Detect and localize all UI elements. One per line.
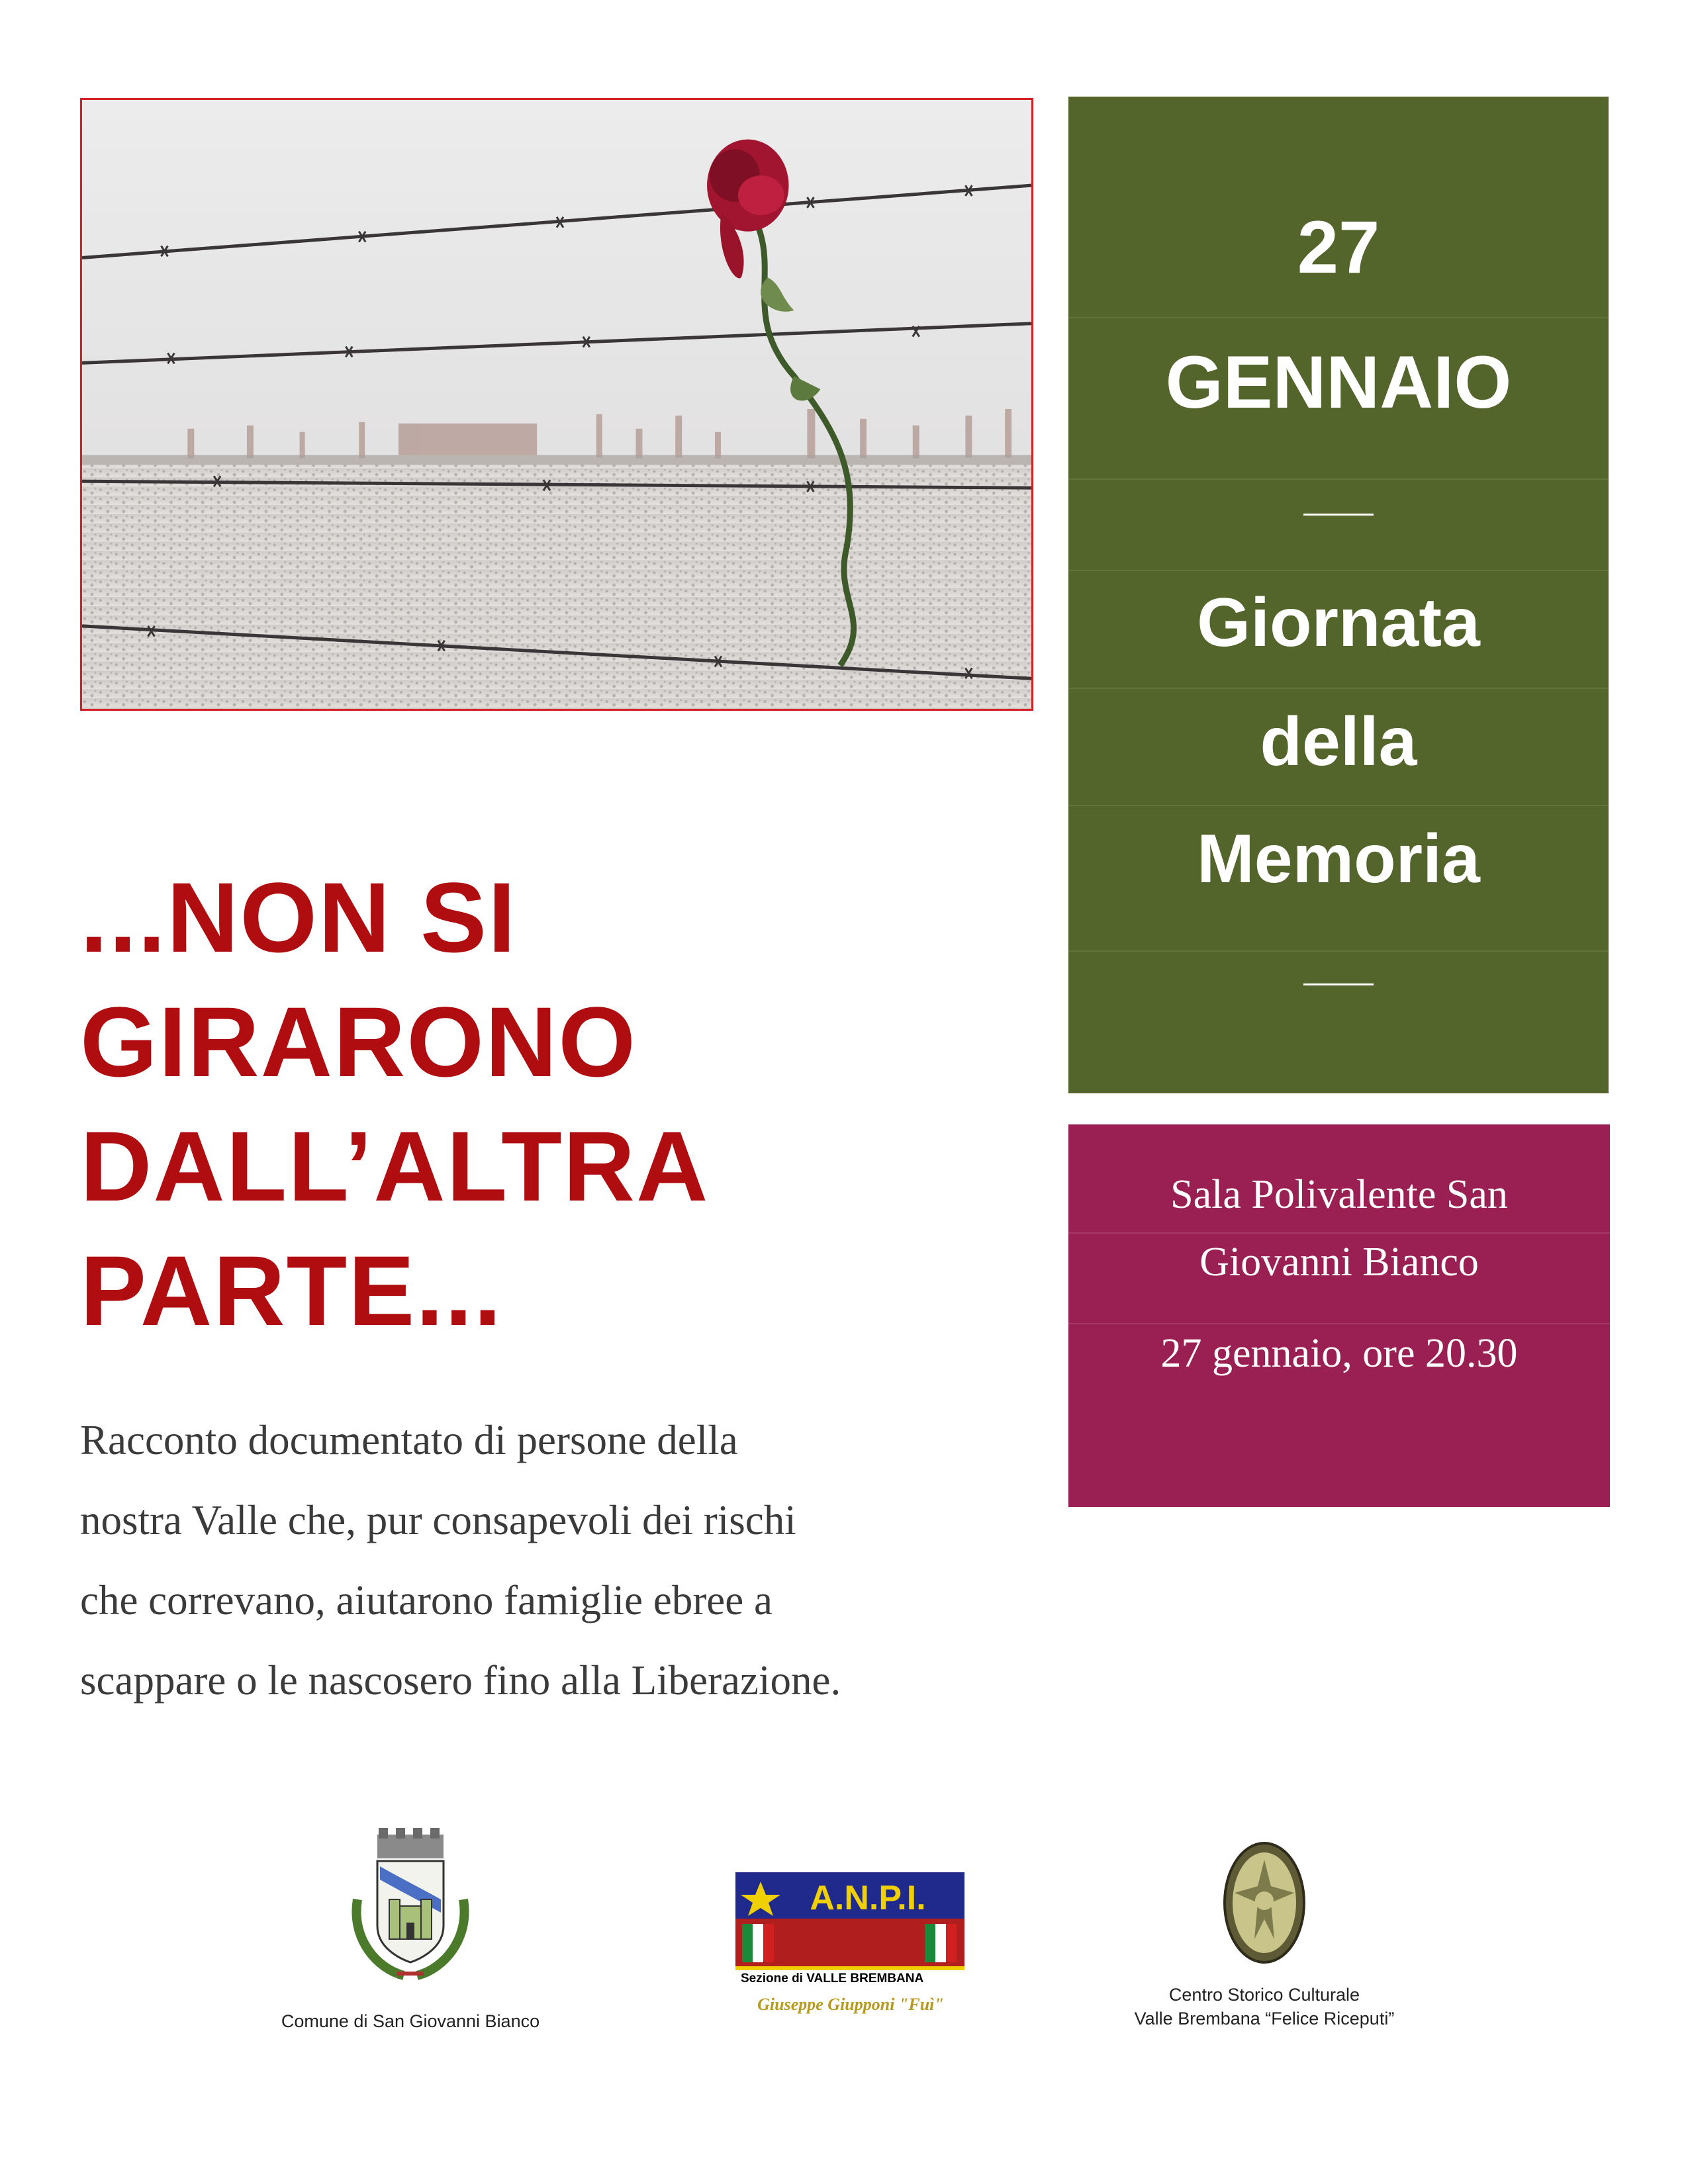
- description-line: Racconto documentato di persone della: [80, 1417, 738, 1463]
- headline: [80, 855, 1007, 1353]
- rose-barbed-wire-image: [82, 100, 1031, 709]
- headline-line: DALL’ALTRA: [80, 1111, 710, 1222]
- centro-caption-line-2: Valle Brembana “Felice Riceputi”: [1134, 2009, 1395, 2028]
- description-line: nostra Valle che, pur consapevoli dei rischi: [80, 1497, 796, 1543]
- event-title-line-3: Memoria: [1197, 821, 1480, 897]
- anpi-section: Sezione di VALLE BREMBANA: [741, 1972, 924, 1985]
- divider: [1303, 514, 1374, 516]
- description-line: che correvano, aiutarono famiglie ebree a: [80, 1577, 773, 1623]
- description: [80, 1400, 1020, 1721]
- description-line: scappare o le nascosero fino alla Liberazione.: [80, 1657, 841, 1704]
- event-title-line-1: Giornata: [1197, 584, 1480, 661]
- venue-panel: [1068, 1124, 1610, 1507]
- centro-caption-line-1: Centro Storico Culturale: [1168, 1985, 1360, 2005]
- anpi-dedication: Giuseppe Giupponi "Fuì": [757, 1995, 944, 2014]
- headline-line: GIRARONO: [80, 986, 637, 1097]
- comune-caption: Comune di San Giovanni Bianco: [281, 2011, 540, 2031]
- comune-coat-of-arms-logo: [331, 1827, 490, 1985]
- centro-storico-emblem-logo: [1221, 1840, 1307, 1966]
- anpi-logo: [735, 1872, 964, 1991]
- headline-line: ...NON SI: [80, 862, 517, 973]
- headline-line: PARTE...: [80, 1235, 503, 1346]
- venue-line-1: Sala Polivalente San: [1170, 1172, 1508, 1217]
- event-title-line-2: della: [1260, 704, 1417, 780]
- anpi-title: A.N.P.I.: [810, 1879, 926, 1917]
- venue-line-2: Giovanni Bianco: [1199, 1240, 1479, 1285]
- divider: [1303, 983, 1374, 985]
- memorial-photo: [80, 98, 1033, 711]
- event-day: 27: [1297, 206, 1380, 289]
- event-month: GENNAIO: [1165, 341, 1512, 424]
- event-date-panel: [1068, 97, 1609, 1093]
- venue-datetime: 27 gennaio, ore 20.30: [1160, 1331, 1518, 1376]
